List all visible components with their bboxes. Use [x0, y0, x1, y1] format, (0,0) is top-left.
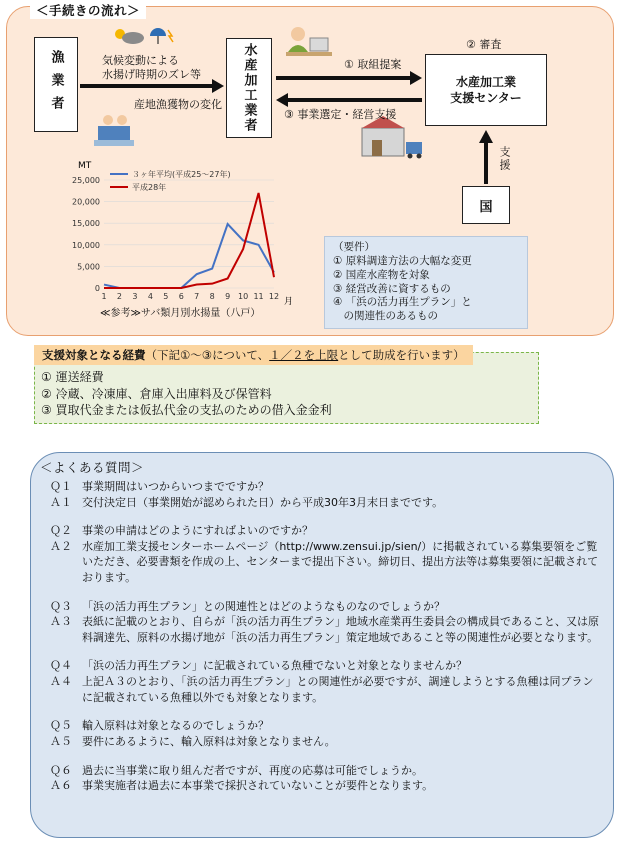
faq-item [48, 718, 604, 749]
catch-chart [60, 158, 300, 306]
processor-box [226, 38, 272, 138]
answer-text: 水産加工業支援センターホームページ（http://www.zensui.jp/sien/）に掲載されている募集要領をご覧いただき、必要書類を作成の上、センターまで提出下さい。締切日、提出方法等は募集要領に記載されております。 [82, 539, 599, 585]
chart-x-tick-label: 10 [237, 292, 249, 301]
chart-y-tick-label: 0 [94, 284, 100, 293]
fish-market-icon [94, 115, 134, 146]
question-tag: Ｑ２ [50, 524, 72, 538]
requirement-item: ① 原料調達方法の大幅な変更 [333, 254, 472, 267]
answer-text: 要件にあるように、輸入原料は対象となりません。 [82, 734, 336, 748]
answer-text: 交付決定日（事業開始が認められた日）から平成30年3月末日までです。 [82, 495, 444, 509]
chart-y-tick-label: 15,000 [72, 219, 100, 229]
chart-series [104, 193, 274, 288]
answer-tag: Ａ１ [50, 495, 72, 509]
chart-x-tick-label: 2 [116, 292, 123, 301]
answer-text: 事業実施者は過去に本事業で採択されていないことが要件となります。 [82, 779, 434, 793]
question-text: 事業期間はいつからいつまでですか？ [82, 480, 269, 493]
chart-x-tick-label: 9 [225, 292, 231, 301]
cost-header-post: として助成を行います） [338, 348, 465, 362]
chart-y-tick-label: 10,000 [72, 240, 100, 250]
center-label-line1: 水産加工業 [455, 74, 516, 89]
question-tag: Ｑ４ [50, 659, 72, 673]
chart-x-tick-label: 12 [268, 292, 280, 301]
cause-catch-change: 産地漁獲物の変化 [134, 98, 222, 111]
chart-legend [110, 169, 231, 192]
faq-title: ＜よくある質問＞ [40, 460, 145, 475]
faq-item [48, 763, 604, 794]
factory-icon [362, 116, 422, 159]
step-selection-label: ③ 事業選定・経営支援 [284, 108, 397, 121]
chart-legend-label: ３ヶ年平均(平成25〜27年) [132, 170, 231, 179]
chart-x-tick-label: 8 [209, 292, 215, 301]
faq-item [48, 599, 604, 646]
cause-climate-line2: 水揚げ時期のズレ等 [102, 68, 201, 81]
chart-series-line [104, 224, 274, 288]
flow-title: ＜手続きの流れ＞ [30, 1, 146, 19]
fisher-label: 漁業者 [48, 50, 64, 119]
cost-item: ③ 買取代金または仮払代金の支払のための借入金金利 [41, 403, 332, 418]
answer-tag: Ａ６ [50, 779, 72, 793]
requirements-title: （要件） [333, 241, 375, 253]
step-review-label: ② 審査 [466, 38, 502, 51]
answer-text: 上記Ａ３のとおり、「浜の活力再生プラン」との関連性が必要ですが、調達しようとする魚種は同プランに記載されている魚種以外でも対象となります。 [82, 675, 594, 704]
fisher-box [34, 37, 78, 132]
support-center-box [425, 54, 547, 126]
question-tag: Ｑ３ [50, 599, 72, 613]
faq-item [48, 658, 604, 705]
question-tag: Ｑ５ [50, 719, 72, 733]
chart-x-tick-label: 5 [163, 292, 169, 301]
chart-legend-label: 平成28年 [132, 183, 167, 192]
question-text: 過去に当事業に取り組んだ者ですが、再度の応募は可能でしょうか。 [82, 763, 423, 777]
chart-x-label: 月 [284, 297, 294, 306]
weather-icon [115, 28, 173, 44]
faq-list [48, 479, 604, 807]
chart-x-tick-label: 6 [178, 292, 184, 301]
chart-y-tick-label: 5,000 [77, 262, 100, 272]
chart-x-tick-label: 11 [253, 292, 264, 301]
answer-tag: Ａ４ [50, 675, 72, 689]
answer-tag: Ａ３ [50, 615, 72, 629]
question-tag: Ｑ６ [50, 763, 72, 777]
faq-item [48, 479, 604, 510]
chart-y-tick-label: 20,000 [72, 197, 100, 207]
requirements-box [324, 236, 528, 329]
chart-x-tick-label: 1 [101, 292, 107, 301]
faq-item [48, 523, 604, 585]
processor-label: 水産加工業者 [241, 43, 257, 133]
country-box [462, 186, 510, 224]
cost-header-limit: １／２を上限 [269, 348, 339, 362]
country-label: 国 [479, 199, 493, 215]
chart-series-line [104, 193, 274, 288]
chart-y-tick-label: 25,000 [72, 176, 100, 185]
center-label-line2: 支援センター [450, 91, 522, 105]
requirement-item: ② 国産水産物を対象 [333, 268, 430, 281]
chart-x-tick-label: 4 [147, 292, 153, 301]
cost-item: ② 冷蔵、冷凍庫、倉庫入出庫料及び保管料 [41, 386, 272, 401]
chart-y-axis [72, 176, 274, 293]
requirement-item: ③ 経営改善に資するもの [333, 282, 451, 295]
question-text: 輸入原料は対象となるのでしょうか？ [82, 719, 269, 733]
question-text: 「浜の活力再生プラン」との関連性とはどのようなものなのでしょうか？ [82, 599, 445, 613]
answer-text: 表紙に記載のとおり、自らが「浜の活力再生プラン」地域水産業再生委員会の構成員であること、又は原料調達先、原料の水揚げ地が「浜の活力再生プラン」策定地域であること等の関連性が必要となります。 [82, 615, 599, 644]
chart-x-tick-label: 7 [194, 292, 200, 301]
question-text: 「浜の活力再生プラン」に記載されている魚種でないと対象となりませんか？ [82, 659, 467, 673]
chart-x-tick-label: 3 [132, 292, 138, 301]
chart-y-label: MT [78, 161, 92, 171]
requirement-item: ④ 「浜の活力再生プラン」と [333, 296, 472, 309]
support-label: 支援 [498, 146, 511, 172]
eligible-costs-header [34, 345, 473, 365]
question-text: 事業の申請はどのようにすればよいのですか？ [82, 524, 313, 538]
cost-header-pre: （下記①～③について、 [145, 348, 270, 362]
answer-tag: Ａ５ [50, 734, 72, 748]
step-proposal-label: ① 取組提案 [344, 58, 402, 71]
chart-caption: ≪参考≫サバ類月別水揚量（八戸） [100, 308, 261, 319]
requirement-item: の関連性のあるもの [333, 310, 438, 323]
question-tag: Ｑ１ [50, 480, 72, 493]
answer-tag: Ａ２ [50, 539, 72, 553]
cost-item: ① 運送経費 [41, 370, 104, 384]
cost-header-title: 支援対象となる経費 [42, 348, 146, 362]
cause-climate-line1: 気候変動による [102, 54, 179, 67]
office-worker-icon [286, 27, 332, 56]
chart-x-axis [101, 292, 279, 301]
